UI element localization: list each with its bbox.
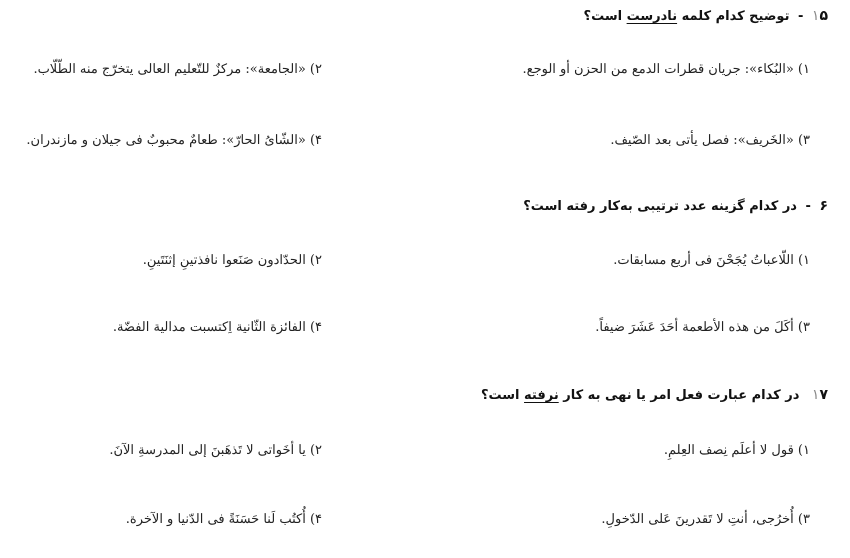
question-7-number: ۷ bbox=[819, 387, 828, 403]
question-7-underlined-word: نرفته bbox=[524, 388, 559, 403]
question-6-header bbox=[523, 198, 828, 214]
question-7-text: در کدام عبارت فعل امر یا نهی به کار bbox=[563, 388, 800, 403]
question-5-option-4: ۴) «الشّایُ الحارّ»: طعامٌ محبوبٌ فی جيلان و مازندران. bbox=[26, 133, 322, 148]
question-5-header bbox=[584, 8, 828, 24]
question-7-option-4: ۴) أُكتُب لَنا حَسَنَةً فی الدّنيا و الآخرة. bbox=[125, 512, 322, 527]
question-5-number: ۵ bbox=[819, 8, 828, 24]
question-6-dash: - bbox=[805, 199, 811, 214]
question-7-text-end: است؟ bbox=[480, 388, 520, 403]
question-7-number-prefix: ۱ bbox=[811, 387, 820, 403]
question-5-dash: - bbox=[797, 9, 804, 24]
question-7-option-2: ۲) يا أخَواتی لا تَذهَبنَ إلی المدرسةِ الآنَ. bbox=[109, 443, 322, 458]
question-5-text: توضیح کدام کلمه bbox=[681, 9, 790, 24]
question-5-number-prefix: ۱ bbox=[811, 8, 820, 24]
question-5-underlined-word: نادرست bbox=[626, 9, 678, 24]
question-5-text-end: است؟ bbox=[583, 9, 623, 24]
question-6-option-2: ۲) الحدّادون صَنَعوا نافذتينِ إثنَتَينِ. bbox=[142, 253, 322, 268]
question-7-option-1: ۱) قول لا أعلَم نِصف العِلمِ. bbox=[663, 443, 810, 458]
question-5-option-1: ۱) «البُكاء»: جريان قطرات الدمع من الحزن أو الوجع. bbox=[522, 62, 810, 77]
question-6-option-3: ۳) أكَلَ من هذه الأطعمة أحَدَ عَشَرَ ضيفاً. bbox=[595, 320, 810, 335]
question-7-header bbox=[481, 387, 828, 403]
question-7-option-3: ۳) أُخرُجی، أنتِ لا تَقدرينَ عَلی الدّخولِ. bbox=[601, 512, 810, 527]
question-6-option-4: ۴) الفائزة الثّانية اِكتسبت مدالية الفضّة. bbox=[112, 320, 322, 335]
question-6-text: در کدام گزینه عدد ترتیبی به‌کار رفته است؟ bbox=[523, 199, 797, 214]
question-5-option-2: ۲) «الجامعة»: مركزٌ للتّعليم العالی يتخرّج منه الطّلّاب. bbox=[33, 62, 322, 77]
question-5-option-3: ۳) «الخَريف»: فصل يأتی بعد الصّيف. bbox=[610, 133, 810, 148]
question-6-option-1: ۱) اللّاعباتُ يُجَحْنَ فی أربع مسابقات. bbox=[613, 253, 810, 268]
question-6-number: ۶ bbox=[819, 198, 828, 214]
